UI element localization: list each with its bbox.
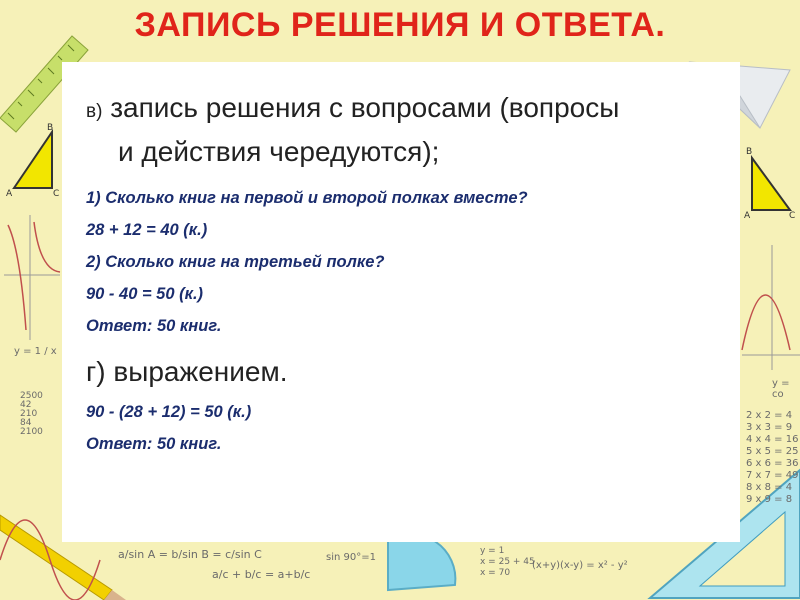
section-v-line2: и действия чередуются);: [118, 136, 440, 167]
action-1: 28 + 12 = 40 (к.): [86, 221, 208, 239]
svg-text:A: A: [6, 189, 13, 199]
multiplication-table: 2 x 2 = 4 3 x 3 = 9 4 x 4 = 16 5 x 5 = 25 6 x 6 = 36 7 x 7 = 49 8 x 8 = 4 9 x 9 = 8: [746, 410, 799, 505]
fraction-sum-formula: a/c + b/c = a+b/c: [212, 568, 311, 581]
svg-text:C: C: [53, 189, 60, 199]
left-graph-label: y = 1 / x: [14, 346, 57, 357]
sin90-formula: sin 90°=1: [326, 552, 376, 563]
question-1: 1) Сколько книг на первой и второй полках вместе?: [86, 189, 528, 207]
sine-law-formula: a/sin A = b/sin B = c/sin C: [118, 548, 262, 561]
division-example: 2500 42 210 84 2100: [20, 391, 43, 437]
section-v-heading: [86, 88, 726, 132]
slide-content: [86, 88, 726, 460]
right-graph-label: y = co: [772, 378, 790, 400]
expression: 90 - (28 + 12) = 50 (к.): [86, 403, 252, 421]
slide-title: ЗАПИСЬ РЕШЕНИЯ И ОТВЕТА.: [134, 6, 666, 44]
answer-g: Ответ: 50 книг.: [86, 435, 222, 453]
answer-v: Ответ: 50 книг.: [86, 317, 222, 335]
svg-text:C: C: [789, 211, 796, 221]
action-2: 90 - 40 = 50 (к.): [86, 285, 204, 303]
svg-text:A: A: [744, 211, 751, 221]
question-2: 2) Сколько книг на третьей полке?: [86, 253, 385, 271]
svg-text:B: B: [47, 123, 54, 133]
section-v-line1: запись решения с вопросами (вопросы: [102, 92, 620, 123]
identity-formula: (x+y)(x-y) = x² - y²: [532, 560, 628, 571]
section-g-heading: г) выражением.: [86, 356, 288, 387]
svg-text:B: B: [746, 147, 753, 157]
system-formulas: y = 1 x = 25 + 45 x = 70: [480, 546, 535, 578]
section-v-marker: в): [86, 101, 103, 122]
